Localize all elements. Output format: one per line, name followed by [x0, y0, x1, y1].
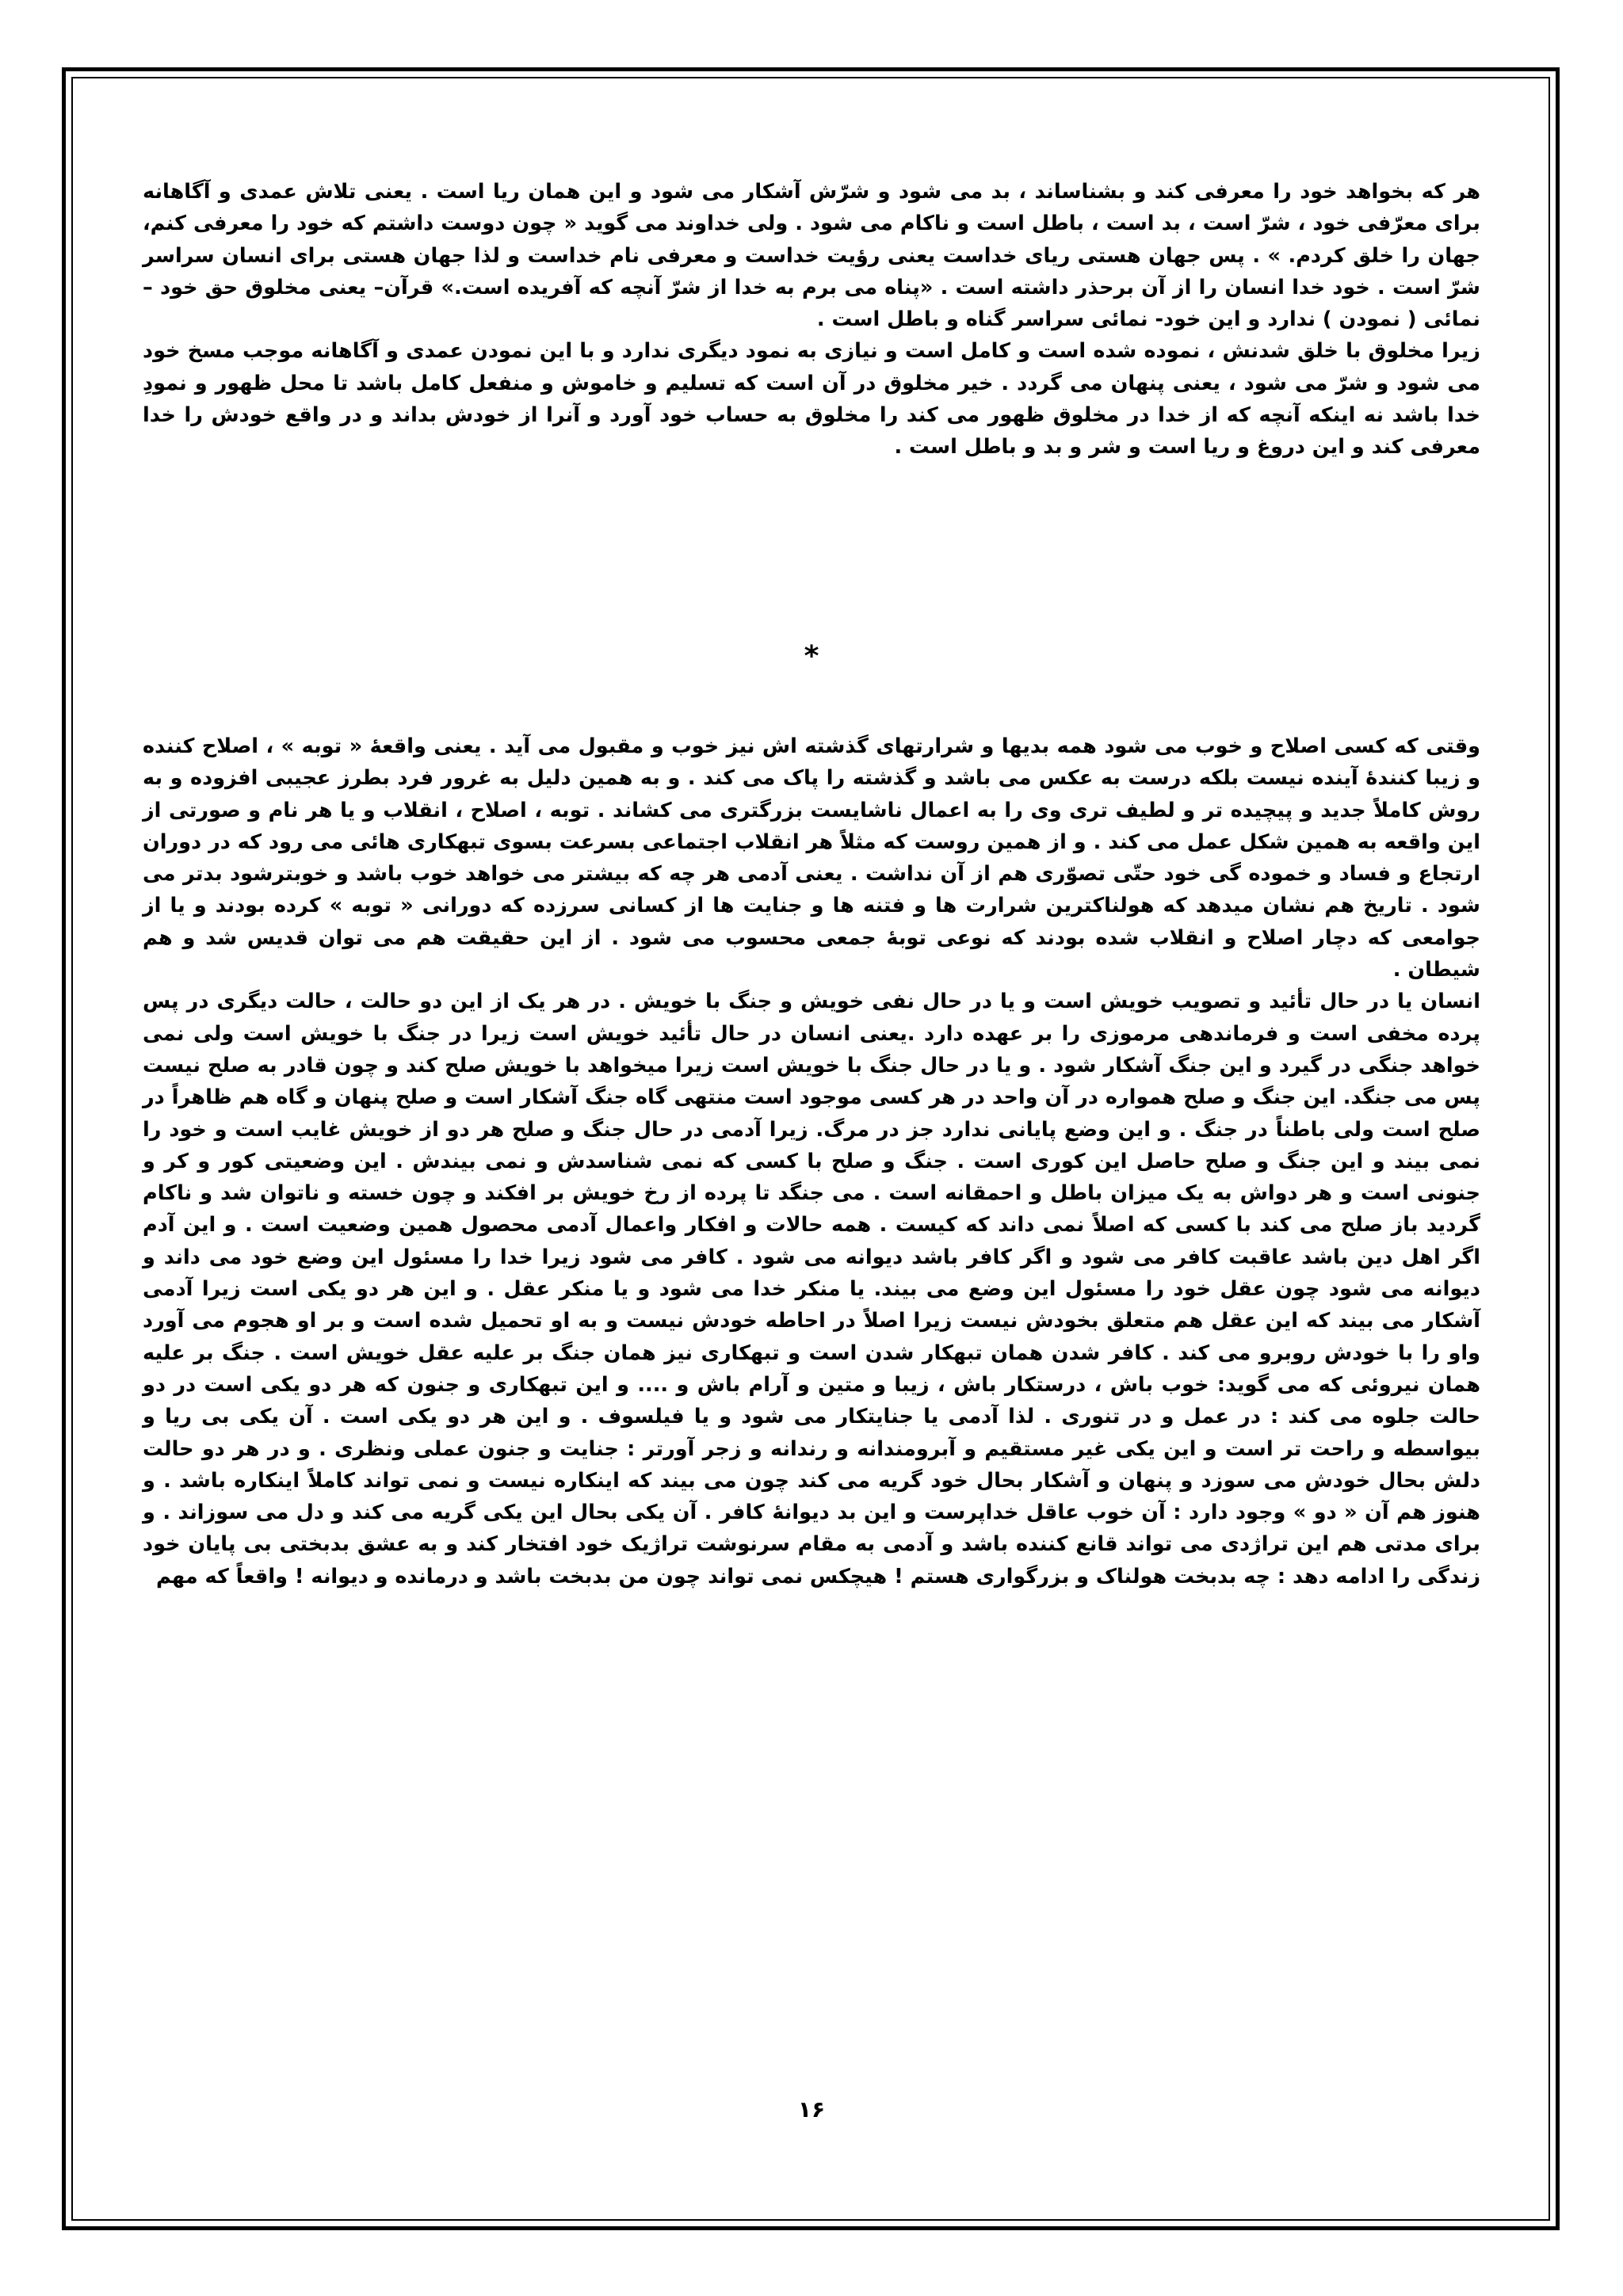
paragraph: زیرا مخلوق با خلق شدنش ، نموده شده است و کامل است و نیازی به نمود دیگری ندارد و با این نمودن عمدی و آگاهانه موجب مسخ خود می شود و شرّ می شود ، یعنی پنهان می گردد . خیر مخلوق در آن است که تسلیم و خاموش و منفعل کامل باشد تا محل ظهور و نمودِ خدا باشد نه اینکه آنچه که از خدا در مخلوق ظهور می کند را مخلوق به حساب خود آورد و آنرا از خودش بداند و در واقع خودش را خدا معرفی کند و این دروغ و ریا است و شر و بد و باطل است . [143, 339, 1480, 460]
paragraph: وقتی که کسی اصلاح و خوب می شود همه بدیها و شرارتهای گذشته اش نیز خوب و مقبول می آید . یعنی واقعهٔ « توبه » ، اصلاح کننده و زیبا کنندهٔ آینده نیست بلکه درست به عکس می باشد و گذشته را پاک می کند . و به همین دلیل به غرور فرد بطرز عجیبی افزوده و به روش کاملاً جدید و پیچیده تر و لطیف تری وی را به اعمال ناشایست بزرگتری می کشاند . توبه ، اصلاح ، انقلاب و یا هر نام و صورتی از این واقعه به همین شکل عمل می کند . و از همین روست که مثلاً هر انقلاب اجتماعی بسرعت بسوی تبهکاری هائی می رود که در دوران ارتجاع و فساد و خموده گی خود حتّی تصوّری هم از آن نداشت . یعنی آدمی هر چه که بیشتر می خواهد خوب باشد و خوبترشود بدتر می شود . تاریخ هم نشان میدهد که هولناکترین شرارت ها و فتنه ها و جنایت ها از کسانی سرزده که دورانی « توبه » کرده بودند و یا از جوامعی که دچار اصلاح و انقلاب شده بودند که نوعی توبهٔ جمعی محسوب می شود . از این حقیقت هم می توان قدیس شد و هم شیطان . [143, 734, 1480, 982]
section-two [143, 730, 1480, 1592]
paragraph: انسان یا در حال تأئید و تصویب خویش است و یا در حال نفی خویش و جنگ با خویش . در هر یک از این دو حالت ، حالت دیگری در پس پرده مخفی است و فرماندهی مرموزی را بر عهده دارد .یعنی انسان در حال تأئید خویش است زیرا در جنگ با خویش است ولی نمی خواهد جنگی در گیرد و این جنگ آشکار شود . و یا در حال جنگ با خویش است زیرا میخواهد با خویش صلح کند و چون قادر به صلح نیست پس می جنگد. این جنگ و صلح همواره در آن واحد در هر کسی موجود است منتهی گاه جنگ آشکار است و صلح پنهان و گاه هم ظاهراً در صلح است ولی باطناً در جنگ . و این وضع پایانی ندارد جز در مرگ. زیرا آدمی در حال جنگ و صلح هر دو از خویش غایب است و خود را نمی بیند و این جنگ و صلح حاصل این کوری است . جنگ و صلح با کسی که نمی شناسدش و نمی بیندش . این وضعیتی کور و کر و جنونی است و هر دواش به یک میزان باطل و احمقانه است . می جنگد تا پرده از رخ خویش بر افکند و چون خسته و ناتوان شد و ناکام گردید باز صلح می کند با کسی که اصلاً نمی داند که کیست . همه حالات و افکار واعمال آدمی محصول همین وضعیت است . و این آدم اگر اهل دین باشد عاقبت کافر می شود و اگر کافر باشد دیوانه می شود . کافر می شود زیرا خدا را مسئول این وضع خود می داند و دیوانه می شود چون عقل خود را مسئول این وضع می بیند. یا منکر خدا می شود و یا منکر عقل . و این هر دو یکی است زیرا آدمی آشکار می بیند که این عقل هم متعلق بخودش نیست زیرا اصلاً در احاطه خودش نیست و به او تحمیل شده است و بر او هجوم می آورد واو را با خودش روبرو می کند . کافر شدن همان تبهکار شدن است و تبهکاری نیز همان جنگ بر علیه عقل خویش است . جنگ بر علیه همان نیروئی که می گوید: خوب باش ، درستکار باش ، زیبا و متین و آرام باش و .... و این تبهکاری و جنون که هر دو یکی است در دو حالت جلوه می کند : در عمل و در تنوری . لذا آدمی یا جنایتکار می شود و یا فیلسوف . و این هر دو یکی است . آن یکی بی ریا و بیواسطه و راحت تر است و این یکی غیر مستقیم و آبرومندانه و رندانه و زجر آورتر : جنایت و جنون عملی ونظری . و در هر دو حالت دلش بحال خودش می سوزد و پنهان و آشکار بحال خود گریه می کند چون می بیند که اینکاره نیست و نمی تواند کاملاً اینکاره باشد . و هنوز هم آن « دو » وجود دارد : آن خوب عاقل خداپرست و این بد دیوانهٔ کافر . آن یکی بحال این یکی گریه می کند و دل می سوزاند . و برای مدتی هم این تراژدی می تواند قانع کننده باشد و آدمی به مقام سرنوشت تراژیک خود افتخار کند و به عشق بدبختی بی پایان خود زندگی را ادامه دهد : چه بدبخت هولناک و بزرگواری هستم ! هیچکس نمی تواند چون من بدبخت باشد و درمانده و دیوانه ! واقعاً که مهم [143, 990, 1480, 1589]
section-one [143, 176, 1480, 463]
paragraph: هر که بخواهد خود را معرفی کند و بشناساند ، بد می شود و شرّش آشکار می شود و این همان ریا است . یعنی تلاش عمدی و آگاهانه برای معرّفی خود ، شرّ است ، بد است ، باطل است و ناکام می شود . ولی خداوند می گوید « چون دوست داشتم که خود را معرفی کنم، جهان را خلق کردم. » . پس جهان هستی ریای خداست یعنی رؤیت خداست و معرفی نام خداست و لذا جهان هستی برای انسان سراسر شرّ است . خود خدا انسان را از آن برحذر داشته است . «پناه می برم به خدا از شرّ آنچه که آفریده است.» قرآن– یعنی مخلوق حق خود – نمائی ( نمودن ) ندارد و این خود- نمائی سراسر گناه و باطل است . [143, 180, 1480, 332]
section-separator: * [804, 640, 819, 673]
page-number: ۱۶ [797, 2096, 826, 2122]
